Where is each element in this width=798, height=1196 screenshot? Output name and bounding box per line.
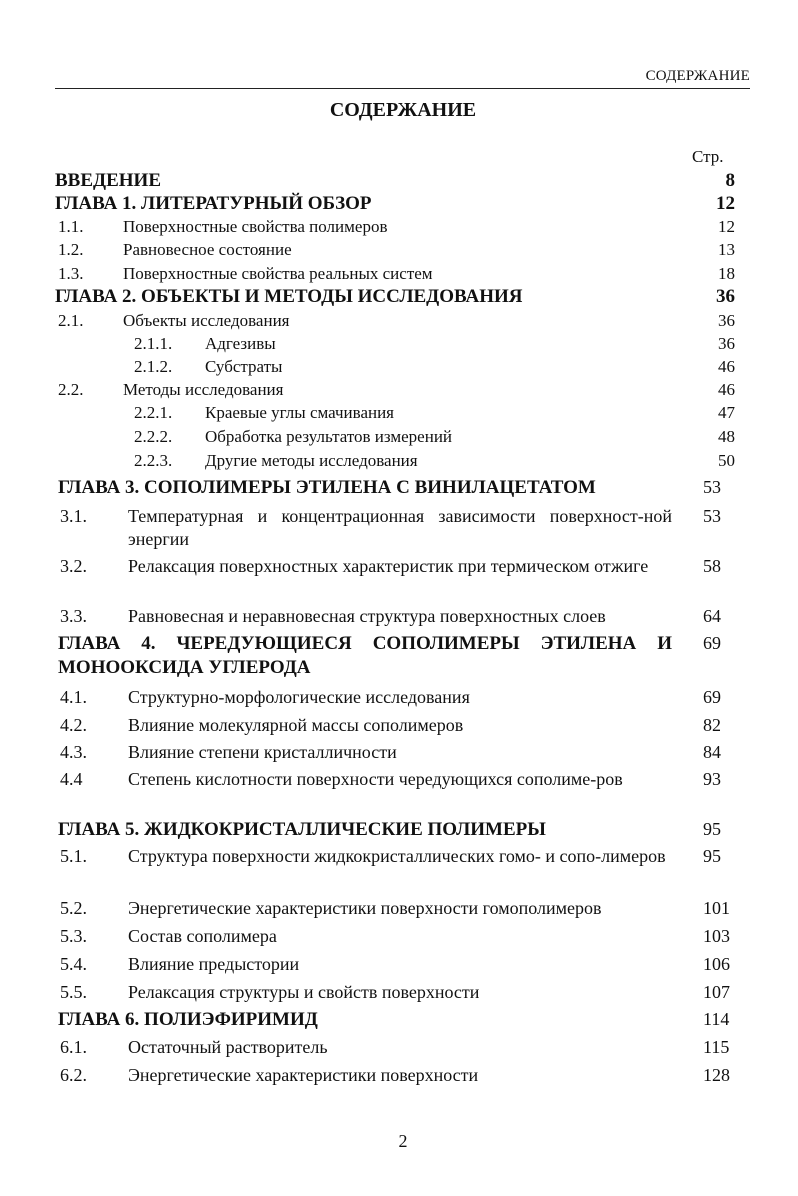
toc-entry: [0, 605, 798, 627]
entry-page: 128: [703, 1065, 730, 1085]
entry-number: 5.1.: [60, 846, 87, 866]
entry-title: Адгезивы: [205, 334, 276, 353]
toc-entry: [0, 450, 798, 472]
entry-page: 8: [725, 170, 735, 191]
toc-entry: [0, 263, 798, 285]
entry-page: 13: [718, 240, 735, 259]
toc-entry: [0, 402, 798, 424]
entry-number: 5.3.: [60, 926, 87, 946]
entry-number: 2.2.1.: [134, 403, 173, 422]
entry-number: 4.2.: [60, 715, 87, 735]
entry-page: 58: [703, 556, 721, 576]
entry-title: Температурная и концентрационная зависимости поверхност-ной энергии: [128, 506, 672, 549]
entry-title: Равновесная и неравновесная структура поверхностных слоев: [128, 606, 606, 626]
entry-page: 50: [718, 451, 735, 470]
toc-entry: [0, 741, 798, 763]
entry-number: 2.1.1.: [134, 334, 173, 353]
entry-page: 107: [703, 982, 730, 1002]
entry-page: 101: [703, 898, 730, 918]
entry-title: Обработка результатов измерений: [205, 427, 453, 446]
entry-title: Влияние молекулярной массы сополимеров: [128, 715, 464, 735]
entry-page: 53: [703, 506, 721, 526]
toc-entry: [0, 356, 798, 378]
page-title: СОДЕРЖАНИЕ: [329, 99, 477, 121]
entry-number: 2.1.: [58, 311, 84, 330]
entry-number: 4.3.: [60, 742, 87, 762]
toc-entry: [0, 1008, 798, 1030]
entry-page: 46: [718, 380, 735, 399]
toc-entry: [0, 426, 798, 448]
toc-entry: [0, 239, 798, 261]
entry-title: ГЛАВА 5. ЖИДКОКРИСТАЛЛИЧЕСКИЕ ПОЛИМЕРЫ: [58, 819, 546, 840]
entry-number: 6.1.: [60, 1037, 87, 1057]
entry-number: 4.4: [60, 769, 83, 789]
toc-entry: [0, 818, 798, 840]
toc-entry: [0, 1064, 798, 1086]
toc-entry: [0, 555, 798, 577]
entry-page: 47: [718, 403, 735, 422]
toc-entry: [0, 216, 798, 238]
entry-title: Влияние степени кристалличности: [128, 742, 397, 762]
entry-number: 1.1.: [58, 217, 84, 236]
entry-title: ГЛАВА 4. ЧЕРЕДУЮЩИЕСЯ СОПОЛИМЕРЫ ЭТИЛЕНА И МОНООКСИДА УГЛЕРОДА: [58, 633, 672, 678]
entry-title: Поверхностные свойства реальных систем: [123, 264, 433, 283]
entry-page: 114: [703, 1009, 730, 1029]
entry-title: Структурно-морфологические исследования: [128, 687, 470, 707]
entry-title: Энергетические характеристики поверхности: [128, 1065, 479, 1085]
entry-title: Состав сополимера: [128, 926, 277, 946]
entry-page: 84: [703, 742, 721, 762]
entry-title: Субстраты: [205, 357, 283, 376]
entry-page: 69: [703, 633, 721, 653]
entry-page: 95: [703, 846, 721, 866]
entry-title: Краевые углы смачивания: [205, 403, 395, 422]
entry-title: Структура поверхности жидкокристаллических гомо- и сопо-лимеров: [128, 846, 666, 866]
entry-number: 1.2.: [58, 240, 84, 259]
entry-title: Объекты исследования: [123, 311, 290, 330]
entry-number: 3.1.: [60, 506, 87, 526]
entry-page: 106: [703, 954, 730, 974]
entry-page: 48: [718, 427, 735, 446]
toc-entry: [0, 981, 798, 1003]
entry-page: 115: [703, 1037, 730, 1057]
toc-entry: [0, 310, 798, 332]
toc-entry: [0, 768, 798, 790]
toc-entry: [0, 1036, 798, 1058]
entry-number: 1.3.: [58, 264, 84, 283]
entry-number: 3.3.: [60, 606, 87, 626]
entry-page: 36: [718, 311, 735, 330]
entry-number: 2.2.3.: [134, 451, 173, 470]
entry-number: 2.2.2.: [134, 427, 173, 446]
entry-title: ГЛАВА 6. ПОЛИЭФИРИМИД: [58, 1009, 318, 1030]
entry-page: 103: [703, 926, 730, 946]
page-number: 2: [398, 1131, 408, 1151]
toc-entry: [0, 505, 798, 549]
toc-entry: [0, 170, 798, 192]
entry-number: 2.2.: [58, 380, 84, 399]
entry-page: 36: [718, 334, 735, 353]
entry-page: 82: [703, 715, 721, 735]
toc-entry: [0, 686, 798, 708]
toc-entry: [0, 476, 798, 498]
entry-title: Степень кислотности поверхности чередующихся сополиме-ров: [128, 769, 623, 789]
entry-page: 64: [703, 606, 721, 626]
toc-entry: [0, 286, 798, 308]
toc-entry: [0, 845, 798, 867]
toc-entry: [0, 333, 798, 355]
entry-number: 5.5.: [60, 982, 87, 1002]
entry-number: 3.2.: [60, 556, 87, 576]
toc-entry: [0, 193, 798, 215]
entry-title: Равновесное состояние: [123, 240, 292, 259]
entry-page: 18: [718, 264, 735, 283]
entry-page: 69: [703, 687, 721, 707]
entry-title: Влияние предыстории: [128, 954, 300, 974]
entry-page: 93: [703, 769, 721, 789]
entry-title: ГЛАВА 3. СОПОЛИМЕРЫ ЭТИЛЕНА С ВИНИЛАЦЕТАТОМ: [58, 477, 596, 498]
entry-number: 6.2.: [60, 1065, 87, 1085]
entry-title: Методы исследования: [123, 380, 284, 399]
entry-number: 2.1.2.: [134, 357, 173, 376]
toc-entry: [0, 632, 798, 678]
entry-title: Энергетические характеристики поверхности гомополимеров: [128, 898, 602, 918]
toc-entry: [0, 897, 798, 919]
entry-title: ГЛАВА 1. ЛИТЕРАТУРНЫЙ ОБЗОР: [55, 193, 372, 214]
entry-title: Другие методы исследования: [205, 451, 418, 470]
entry-page: 53: [703, 477, 721, 497]
header-rule: [55, 88, 750, 89]
toc-entry: [0, 714, 798, 736]
toc-entry: [0, 925, 798, 947]
page-column-label: Стр.: [692, 147, 724, 166]
toc-entry: [0, 379, 798, 401]
entry-number: 4.1.: [60, 687, 87, 707]
entry-title: Релаксация структуры и свойств поверхности: [128, 982, 480, 1002]
running-header: СОДЕРЖАНИЕ: [645, 68, 750, 84]
entry-page: 12: [718, 217, 735, 236]
entry-title: Поверхностные свойства полимеров: [123, 217, 388, 236]
entry-page: 46: [718, 357, 735, 376]
entry-page: 36: [716, 286, 735, 307]
entry-page: 12: [716, 193, 735, 214]
entry-title: ГЛАВА 2. ОБЪЕКТЫ И МЕТОДЫ ИССЛЕДОВАНИЯ: [55, 286, 523, 307]
entry-title: ВВЕДЕНИЕ: [55, 170, 161, 191]
entry-title: Релаксация поверхностных характеристик при термическом отжиге: [128, 556, 649, 576]
toc-entry: [0, 953, 798, 975]
entry-number: 5.2.: [60, 898, 87, 918]
entry-number: 5.4.: [60, 954, 87, 974]
entry-page: 95: [703, 819, 721, 839]
entry-title: Остаточный растворитель: [128, 1037, 328, 1057]
